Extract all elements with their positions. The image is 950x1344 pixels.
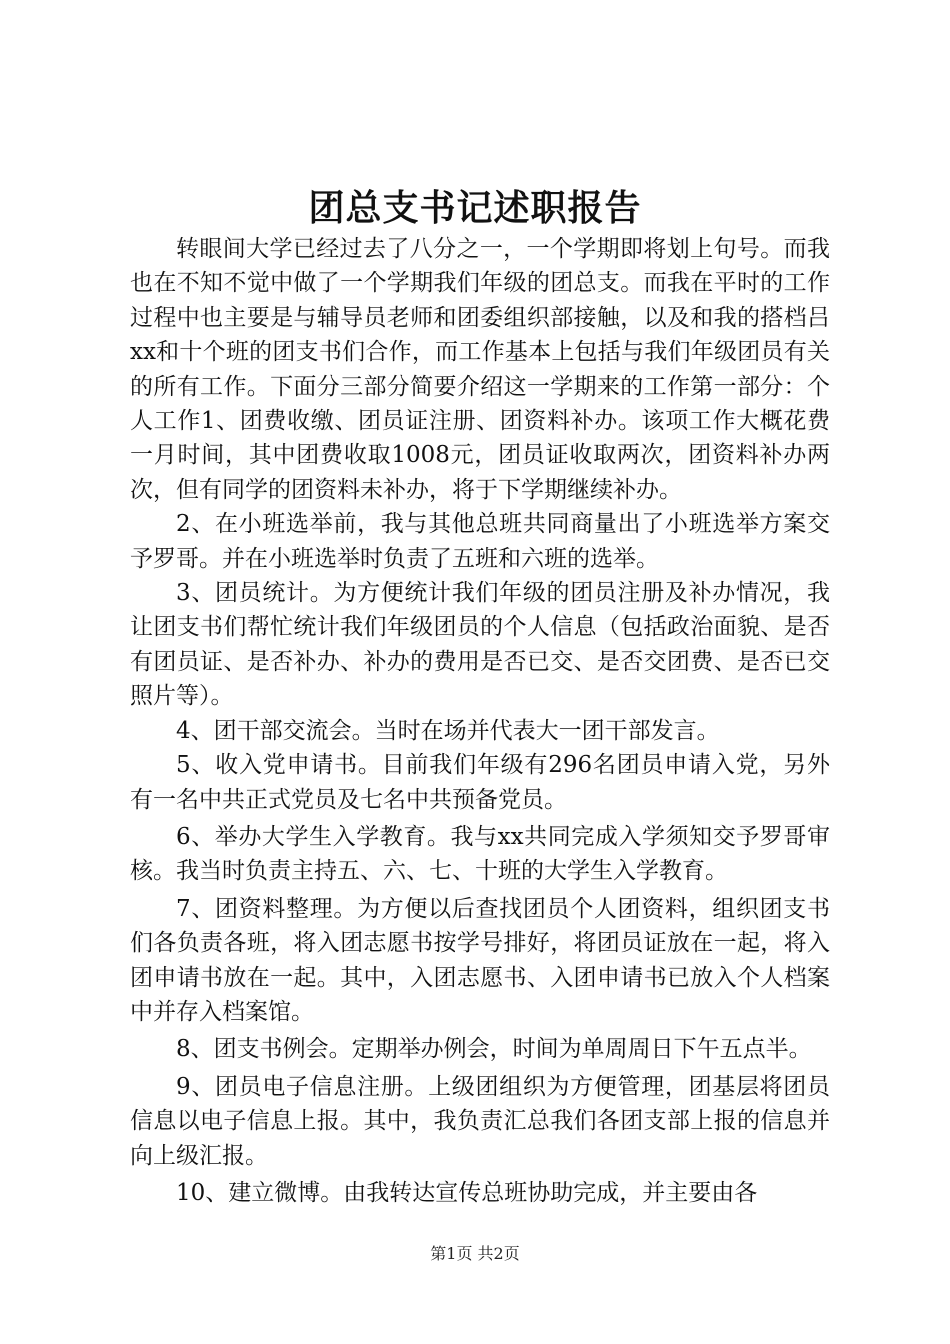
paragraph-item-7: 7、团资料整理。为方便以后查找团员个人团资料，组织团支书们各负责各班，将入团志愿书按学号排好，将团员证放在一起，将入团申请书放在一起。其中，入团志愿书、入团申请书已放入个人档案中并存入档案馆。 [130, 895, 830, 1025]
document-body [130, 232, 830, 1210]
paragraph-item-8: 8、团支书例会。定期举办例会，时间为单周周日下午五点半。 [176, 1036, 812, 1063]
paragraph-item-4: 4、团干部交流会。当时在场并代表大一团干部发言。 [176, 717, 720, 744]
paragraph-item-2: 2、在小班选举前，我与其他总班共同商量出了小班选举方案交予罗哥。并在小班选举时负责了五班和六班的选举。 [130, 511, 830, 572]
paragraph-item-5: 5、收入党申请书。目前我们年级有296名团员申请入党，另外有一名中共正式党员及七名中共预备党员。 [130, 752, 830, 813]
paragraph-item-10: 10、建立微博。由我转达宣传总班协助完成，并主要由各 [176, 1179, 758, 1206]
page-footer: 第1页 共2页 [430, 1244, 520, 1263]
paragraph-item-3: 3、团员统计。为方便统计我们年级的团员注册及补办情况，我让团支书们帮忙统计我们年级团员的个人信息（包括政治面貌、是否有团员证、是否补办、补办的费用是否已交、是否交团费、是否已交照片等）。 [130, 580, 830, 710]
document-title: 团总支书记述职报告 [308, 187, 642, 229]
paragraph-item-9: 9、团员电子信息注册。上级团组织为方便管理，团基层将团员信息以电子信息上报。其中，我负责汇总我们各团支部上报的信息并向上级汇报。 [130, 1073, 830, 1169]
paragraph-item-6: 6、举办大学生入学教育。我与xx共同完成入学须知交予罗哥审核。我当时负责主持五、六、七、十班的大学生入学教育。 [130, 823, 830, 885]
paragraph-intro: 转眼间大学已经过去了八分之一，一个学期即将划上句号。而我也在不知不觉中做了一个学期我们年级的团总支。而我在平时的工作过程中也主要是与辅导员老师和团委组织部接触，以及和我的搭档吕xx和十个班的团支书们合作，而工作基本上包括与我们年级团员有关的所有工作。下面分三部分简要介绍这一学期来的工作第一部分：个人工作1、团费收缴、团员证注册、团资料补办。该项工作大概花费一月时间，其中团费收取1008元，团员证收取两次，团资料补办两次，但有同学的团资料未补办，将于下学期继续补办。 [130, 236, 830, 503]
